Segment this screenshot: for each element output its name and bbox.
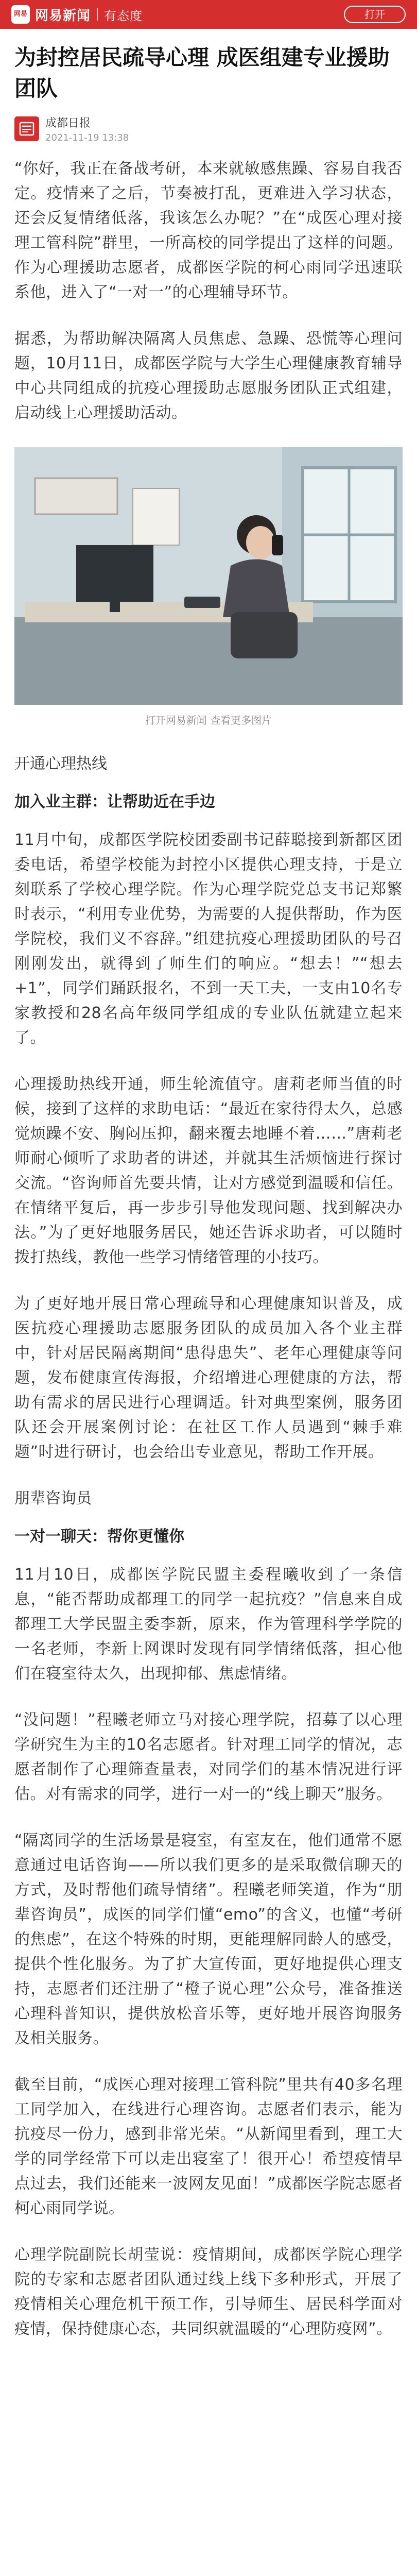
office-photo-illustration bbox=[14, 447, 403, 705]
paragraph-6: 11月10日，成都医学院民盟主委程曦收到了一条信息，“能否帮助成都理工的同学一起抗疫？”信息来自成都理工大学民盟主委李新，原来，作为管理科学学院的一名老师，李新上网课时发现有同学情绪低落，担心他们在寝室待太久，出现抑郁、焦虑情绪。 bbox=[14, 1566, 403, 1683]
top-bar bbox=[0, 0, 417, 29]
article-meta bbox=[14, 114, 403, 143]
article-body bbox=[0, 42, 417, 2342]
paragraph-4: 心理援助热线开通，师生轮流值守。唐莉老师当值的时候，接到了这样的求助电话：“最近在家待得太久，总感觉烦躁不安、胸闷压抑，翻来覆去地睡不着……”唐莉老师耐心倾听了求助者的讲述，并就其生活烦恼进行探讨交流。“咨询师首先要共情，让对方感觉到温暖和信任。在情绪平复后，再一步步引导他发现问题、找到解决办法。”为了更好地服务居民，她还告诉求助者，可以随时拨打热线，教他一些学习情绪管理的小技巧。 bbox=[14, 1075, 403, 1266]
subheading-one-on-one: 一对一聊天：帮你更懂你 bbox=[14, 1528, 184, 1546]
section-heading-hotline: 开通心理热线 bbox=[14, 755, 107, 773]
paragraph-5: 为了更好地开展日常心理疏导和心理健康知识普及，成医抗疫心理援助志愿服务团队的成员加入各个业主群中，针对居民隔离期间“患得患失”、老年心理健康等问题，发布健康宣传海报，介绍增进心理健康的方法，帮助有需求的居民进行心理调适。针对典型案例，服务团队还会开展案例讨论：在社区工作人员遇到“棘手难题”时进行研讨，也会给出专业意见，帮助工作开展。 bbox=[14, 1295, 403, 1461]
brand-slogan: 有态度 bbox=[104, 8, 143, 23]
article-photo[interactable] bbox=[14, 447, 403, 705]
brand-name: 网易新闻 bbox=[35, 8, 91, 24]
paragraph-3: 11月中旬，成都医学院校团委副书记薛聪接到新都区团委电话，希望学校能为封控小区提供心理支持，于是立刻联系了学校心理学院。作为心理学院党总支书记郑繁时表示，“利用专业优势，为需要的人提供帮助，作为医学院校，我们义不容辞。”组建抗疫心理援助团队的号召刚刚发出，就得到了师生们的响应。“想去！”“想去+1”，同学们踊跃报名，不到一天工夫，一支由10名专家教授和28名高年级同学组成的专业队伍就建立起来了。 bbox=[14, 831, 403, 1047]
source-name[interactable]: 成都日报 bbox=[45, 117, 91, 130]
publish-time: 2021-11-19 13:38 bbox=[45, 132, 129, 143]
section-heading-peer-counselors: 朋辈咨询员 bbox=[14, 1489, 92, 1507]
paragraph-10: 心理学院副院长胡莹说：疫情期间，成都医学院心理学院的专家和志愿者团队通过线上线下多种形式，开展了疫情相关心理危机干预工作，引导师生、居民科学面对疫情，保持健康心态，共同织就温暖的“心理防疫网”。 bbox=[14, 2246, 403, 2338]
netease-logo-icon: 网易 bbox=[11, 5, 30, 24]
paragraph-8: “隔离同学的生活场景是寝室，有室友在，他们通常不愿意通过电话咨询——所以我们更多的是采取微信聊天的方式，及时帮他们疏导情绪”。程曦老师笑道，作为“朋辈咨询员”，成医的同学们懂“emo”的含义，也懂“考研的焦虑”，在这个特殊的时期，更能理解同龄人的感受，提供个性化服务。为了扩大宣传面，更好地提供心理支持，志愿者们还注册了“橙子说心理”公众号，准备推送心理科普知识，提供放松音乐等，更好地开展咨询服务及相关服务。 bbox=[14, 1832, 403, 2047]
subheading-owner-group: 加入业主群：让帮助近在手边 bbox=[14, 793, 215, 811]
paragraph-7: “没问题！”程曦老师立马对接心理学院，招募了以心理学研究生为主的10名志愿者。针对理工同学的情况，志愿者制作了心理筛查量表，对同学们的基本情况进行评估。对有需求的同学，进行一对一的“线上聊天”服务。 bbox=[14, 1711, 403, 1803]
paragraph-2: 据悉，为帮助解决隔离人员焦虑、急躁、恐慌等心理问题，10月11日，成都医学院与大学生心理健康教育辅导中心共同组成的抗疫心理援助志愿服务团队正式组建，启动线上心理援助活动。 bbox=[14, 330, 403, 422]
source-avatar[interactable] bbox=[14, 116, 39, 141]
article-title: 为封控居民疏导心理 成医组建专业援助团队 bbox=[14, 45, 390, 101]
paragraph-1: “你好，我正在备战考研，本来就敏感焦躁、容易自我否定。疫情来了之后，节奏被打乱，更难进入学习状态，还会反复情绪低落，我该怎么办呢？”在“成医心理对接理工管科院”群里，一所高校的同学提出了这样的问题。作为心理援助志愿者，成都医学院的柯心雨同学迅速联系他，进入了“一对一”的心理辅导环节。 bbox=[14, 160, 403, 301]
brand-divider bbox=[97, 8, 98, 21]
paragraph-9: 截至目前，“成医心理对接理工管科院”里共有40多名理工同学加入，在线进行心理咨询。志愿者们表示，能为抗疫尽一份力，感到非常光荣。“从新闻里看到，理工大学的同学经常下可以走出寝室了！很开心！希望疫情早点过去，我们还能来一波网友见面！”成都医学院志愿者柯心雨同学说。 bbox=[14, 2076, 403, 2217]
open-app-button[interactable]: 打开 bbox=[344, 6, 406, 23]
newspaper-icon bbox=[14, 116, 39, 141]
photo-caption-link[interactable]: 打开网易新闻 查看更多图片 bbox=[145, 714, 272, 726]
